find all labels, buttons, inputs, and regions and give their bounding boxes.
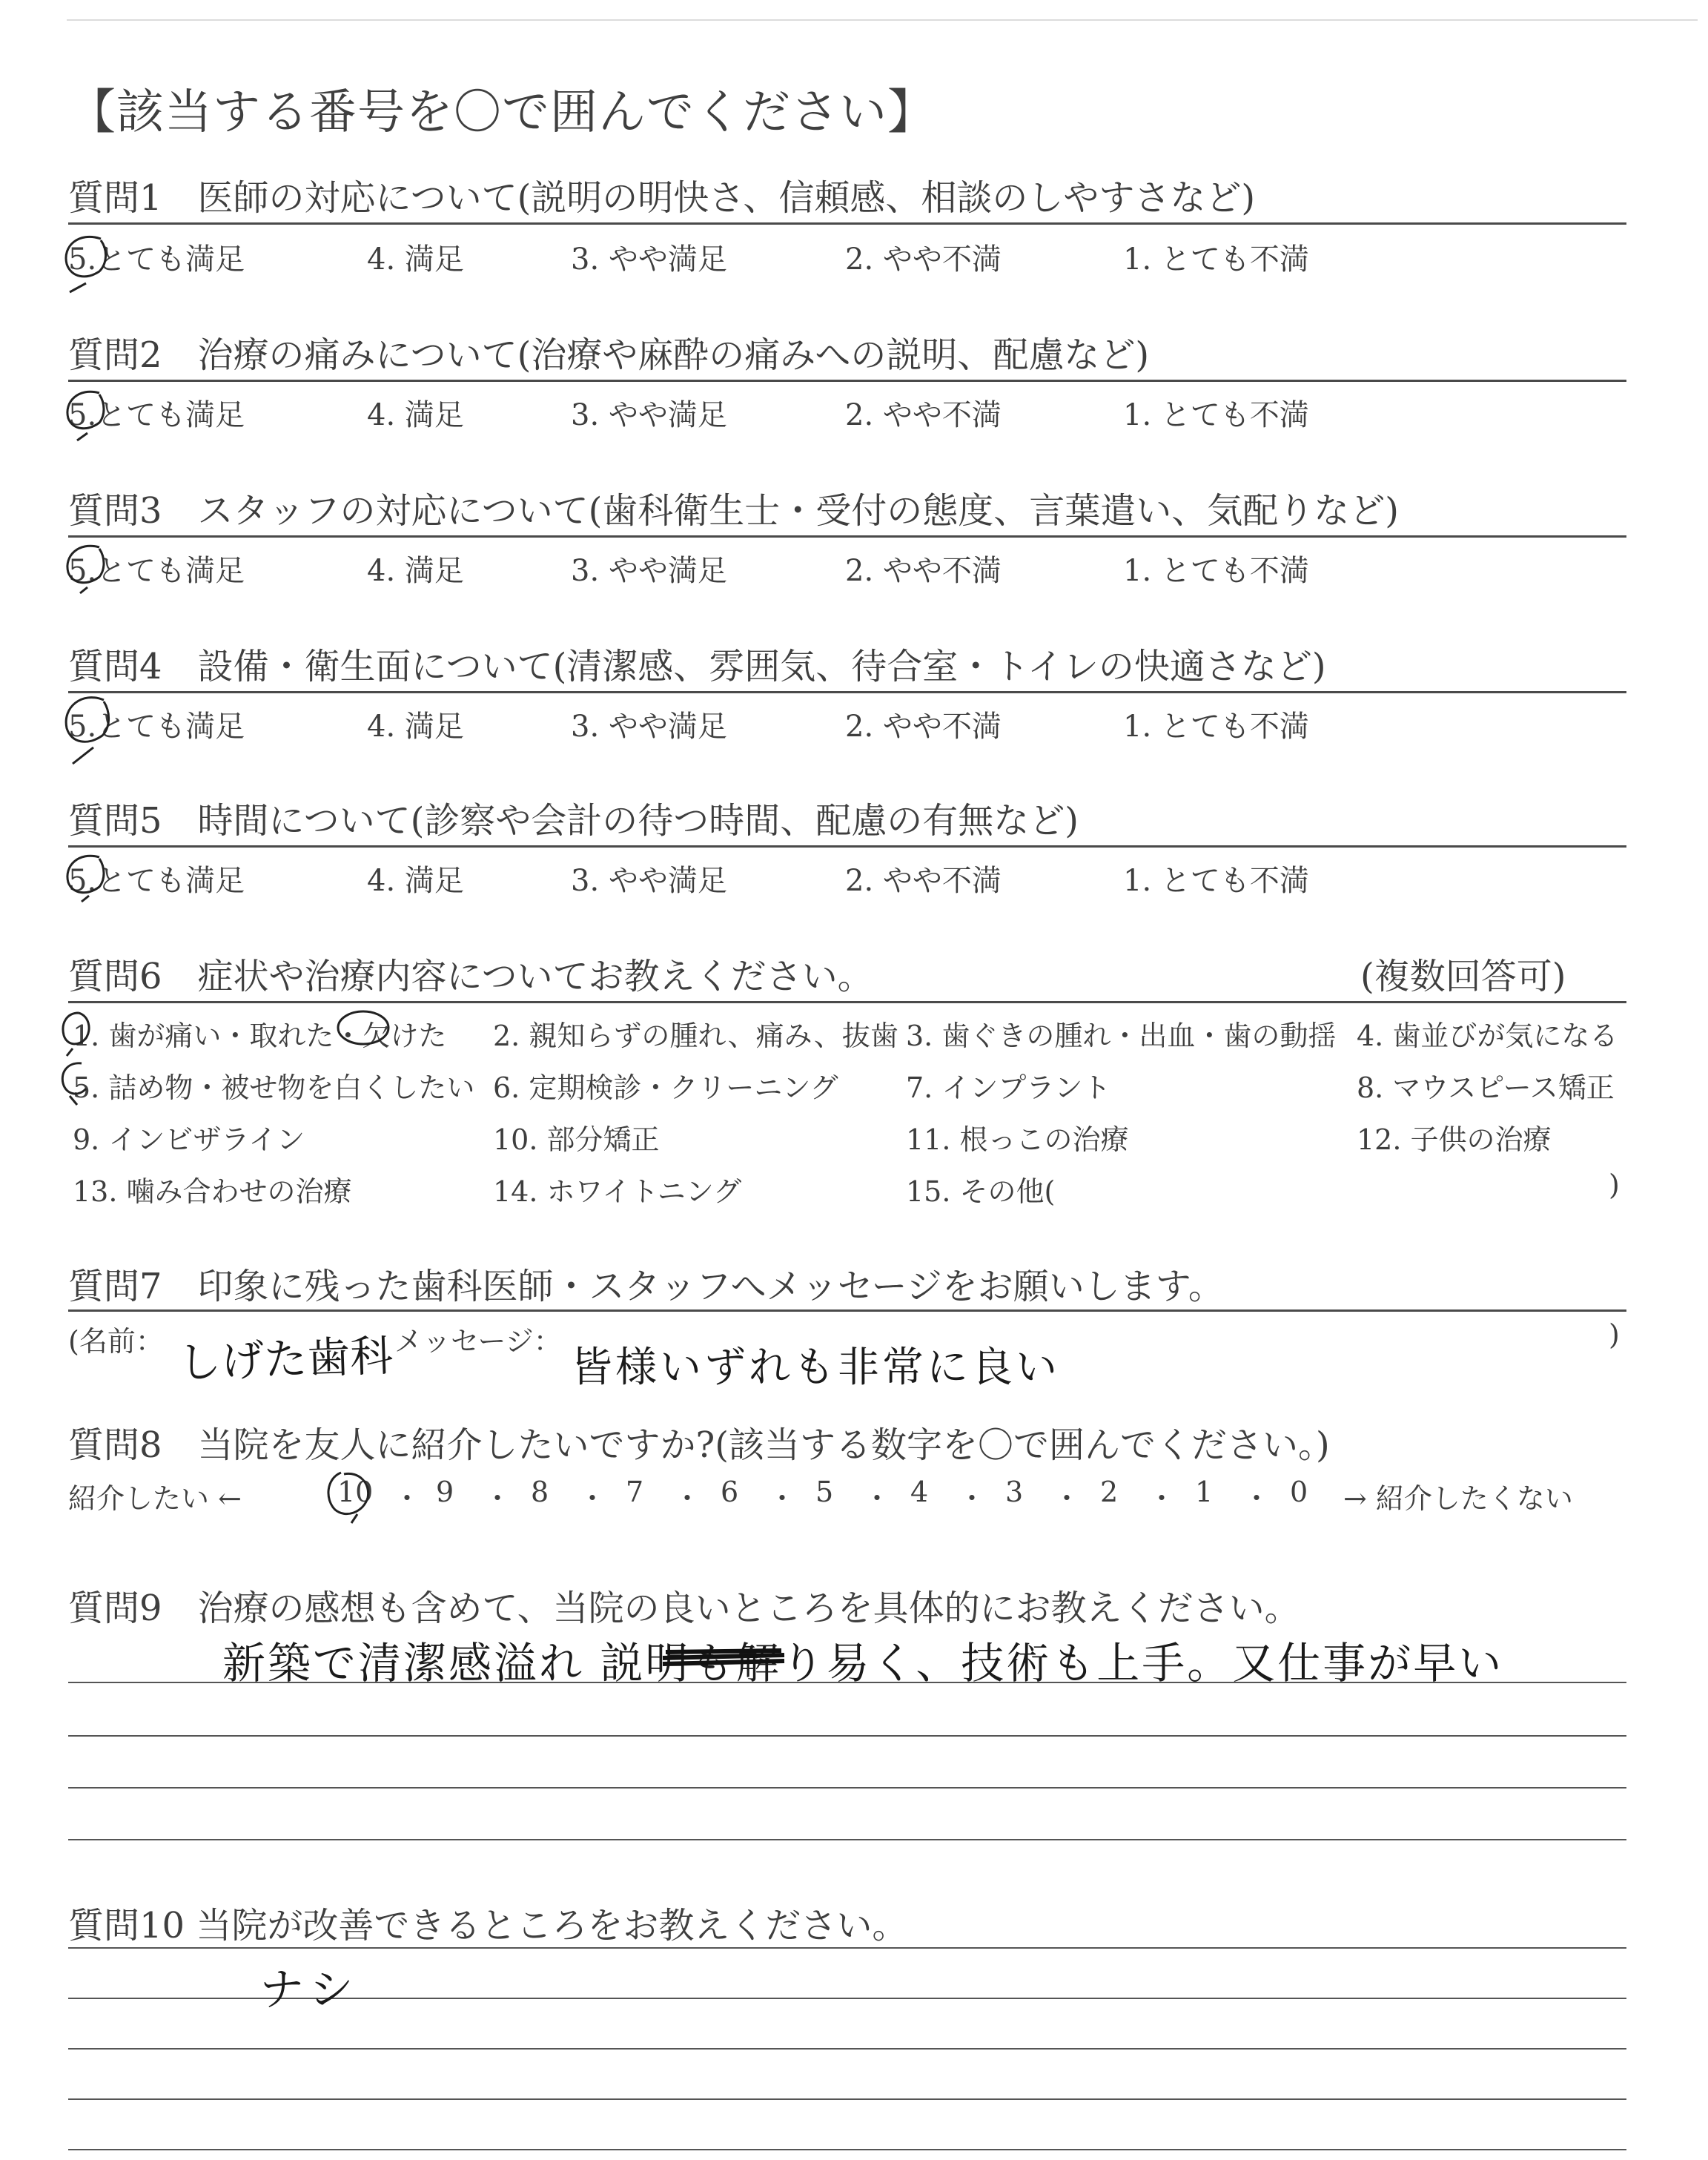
message-label: メッセージ： (394, 1325, 562, 1358)
scale-sep: ・ (578, 1482, 607, 1515)
scale-sep: ・ (768, 1482, 797, 1515)
symptom-item-6[interactable]: 6. 定期検診・クリーニング (493, 1071, 838, 1104)
answer-line-10-3 (68, 2048, 1626, 2050)
scale-sep: ・ (393, 1482, 422, 1515)
q5-selection-circle (58, 850, 117, 909)
q2-option-1[interactable]: 1. とても不満 (1123, 398, 1309, 432)
message-value[interactable]: 皆様いずれも非常に良い (571, 1344, 1060, 1392)
question-3-label: 質問3 スタッフの対応について(歯科衛生士・受付の態度、言葉遣い、気配りなど) (68, 490, 1400, 532)
q4-option-5[interactable]: 5.とても満足 (68, 710, 245, 744)
q3-option-2[interactable]: 2. やや不満 (845, 554, 1002, 588)
q4-option-1[interactable]: 1. とても不満 (1123, 710, 1309, 744)
symptom-item-10[interactable]: 10. 部分矯正 (493, 1123, 660, 1156)
q1-option-4[interactable]: 4. 満足 (367, 242, 464, 277)
scale-sep: ・ (673, 1482, 702, 1515)
q3-option-5[interactable]: 5.とても満足 (68, 554, 245, 588)
question-8-label: 質問8 当院を友人に紹介したいですか?(該当する数字を〇で囲んでください。) (68, 1424, 1330, 1466)
question-2-rule (68, 380, 1626, 382)
q4-option-4[interactable]: 4. 満足 (367, 710, 464, 744)
q3-option-3[interactable]: 3. やや満足 (571, 554, 727, 588)
q1-option-2[interactable]: 2. やや不満 (845, 242, 1002, 277)
symptom-item-4[interactable]: 4. 歯並びが気になる (1357, 1020, 1618, 1052)
symptom-item-15[interactable]: 15. その他( (906, 1175, 1056, 1208)
q4-option-2[interactable]: 2. やや不満 (845, 710, 1002, 744)
question-10-label: 質問10 当院が改善できるところをお教えください。 (68, 1905, 908, 1946)
question-7-label: 質問7 印象に残った歯科医師・スタッフへメッセージをお願いします。 (68, 1266, 1224, 1307)
question-5-rule (68, 845, 1626, 848)
scale-1[interactable]: 1 (1195, 1476, 1214, 1508)
answer-line-9-2 (68, 1735, 1626, 1737)
scale-3[interactable]: 3 (1005, 1476, 1024, 1508)
q2-option-3[interactable]: 3. やや満足 (571, 398, 727, 432)
q5-option-5[interactable]: 5.とても満足 (68, 864, 245, 898)
page-title: 【該当する番号を〇で囲んでください】 (68, 85, 936, 140)
question-1-label: 質問1 医師の対応について(説明の明快さ、信頼感、相談のしやすさなど) (68, 177, 1256, 219)
q4-selection-circle (56, 690, 130, 771)
q1-option-5[interactable]: 5.とても満足 (68, 242, 245, 277)
q5-option-3[interactable]: 3. やや満足 (571, 864, 727, 898)
question-6-label: 質問6 症状や治療内容についてお教えください。 (68, 956, 873, 997)
question-5-label: 質問5 時間について(診察や会計の待つ時間、配慮の有無など) (68, 800, 1079, 842)
q2-option-4[interactable]: 4. 満足 (367, 398, 464, 432)
recommend-left-label: 紹介したい ← (68, 1482, 242, 1515)
answer-line-10-5 (68, 2149, 1626, 2150)
q1-selection-circle (56, 228, 123, 295)
scale-6[interactable]: 6 (721, 1476, 739, 1508)
symptom-item-14[interactable]: 14. ホワイトニング (493, 1175, 742, 1208)
symptom-other-close: ) (1609, 1169, 1620, 1201)
scale-sep: ・ (863, 1482, 892, 1515)
answer-9-text[interactable]: 新築で清潔感溢れ 説明も解り易く、技術も上手。又仕事が早い (222, 1638, 1504, 1688)
symptom-item-9[interactable]: 9. インビザライン (73, 1123, 305, 1156)
top-border (67, 19, 1698, 21)
question-4-label: 質問4 設備・衛生面について(清潔感、雰囲気、待合室・トイレの快適さなど) (68, 646, 1326, 687)
question-6-note: (複数回答可) (1360, 956, 1566, 997)
message-name-value[interactable]: しげた歯科 (177, 1330, 394, 1389)
symptom-item-5[interactable]: 5. 詰め物・被せ物を白くしたい (73, 1071, 475, 1104)
scale-sep: ・ (1148, 1482, 1176, 1515)
scale-0[interactable]: 0 (1290, 1476, 1308, 1508)
symptom-1-broken-circle (334, 1007, 400, 1051)
strikethrough-scribble (658, 1640, 792, 1677)
symptom-item-8[interactable]: 8. マウスピース矯正 (1357, 1071, 1615, 1104)
scale-5[interactable]: 5 (815, 1476, 834, 1508)
answer-line-10-1 (68, 1947, 1626, 1949)
q5-option-2[interactable]: 2. やや不満 (845, 864, 1002, 898)
q5-option-1[interactable]: 1. とても不満 (1123, 864, 1309, 898)
answer-10-text[interactable]: ナシ (259, 1964, 360, 2016)
scale-4[interactable]: 4 (910, 1476, 929, 1508)
q2-selection-circle (58, 386, 117, 445)
symptom-5-circle (55, 1059, 99, 1111)
scale-sep: ・ (483, 1482, 512, 1515)
q2-option-5[interactable]: 5.とても満足 (68, 398, 245, 432)
symptom-item-1[interactable]: 1. 歯が痛い・取れた・欠けた (73, 1020, 447, 1052)
symptom-1-circle (56, 1008, 101, 1060)
scale-sep: ・ (958, 1482, 987, 1515)
q2-option-2[interactable]: 2. やや不満 (845, 398, 1002, 432)
symptom-item-7[interactable]: 7. インプラント (906, 1071, 1111, 1104)
question-6-rule (68, 1001, 1626, 1003)
symptom-item-13[interactable]: 13. 噛み合わせの治療 (73, 1175, 352, 1208)
message-close: ) (1609, 1318, 1620, 1351)
answer-line-9-4 (68, 1839, 1626, 1840)
symptom-item-3[interactable]: 3. 歯ぐきの腫れ・出血・歯の動揺 (906, 1020, 1337, 1052)
answer-line-9-3 (68, 1787, 1626, 1789)
question-9-label: 質問9 治療の感想も含めて、当院の良いところを具体的にお教えください。 (68, 1588, 1300, 1629)
q4-option-3[interactable]: 3. やや満足 (571, 710, 727, 744)
symptom-item-11[interactable]: 11. 根っこの治療 (906, 1123, 1129, 1156)
question-2-label: 質問2 治療の痛みについて(治療や麻酔の痛みへの説明、配慮など) (68, 334, 1150, 376)
scale-10-circle (319, 1467, 385, 1526)
q3-option-4[interactable]: 4. 満足 (367, 554, 464, 588)
symptom-item-2[interactable]: 2. 親知らずの腫れ、痛み、抜歯 (493, 1020, 898, 1052)
answer-line-10-4 (68, 2098, 1626, 2100)
q1-option-3[interactable]: 3. やや満足 (571, 242, 727, 277)
scale-7[interactable]: 7 (626, 1476, 644, 1508)
scale-8[interactable]: 8 (531, 1476, 549, 1508)
question-3-rule (68, 535, 1626, 538)
scale-9[interactable]: 9 (436, 1476, 454, 1508)
q5-option-4[interactable]: 4. 満足 (367, 864, 464, 898)
question-7-rule (68, 1309, 1626, 1312)
scale-sep: ・ (1242, 1482, 1271, 1515)
scale-2[interactable]: 2 (1100, 1476, 1119, 1508)
question-4-rule (68, 691, 1626, 693)
message-name-label: (名前： (68, 1325, 164, 1358)
question-1-rule (68, 222, 1626, 225)
scale-10[interactable]: 10 (337, 1476, 374, 1508)
q1-option-1[interactable]: 1. とても不満 (1123, 242, 1309, 277)
q3-option-1[interactable]: 1. とても不満 (1123, 554, 1309, 588)
symptom-item-12[interactable]: 12. 子供の治療 (1357, 1123, 1552, 1156)
scale-sep: ・ (1053, 1482, 1082, 1515)
q3-selection-circle (58, 540, 117, 599)
recommend-right-label: → 紹介したくない (1343, 1482, 1573, 1515)
